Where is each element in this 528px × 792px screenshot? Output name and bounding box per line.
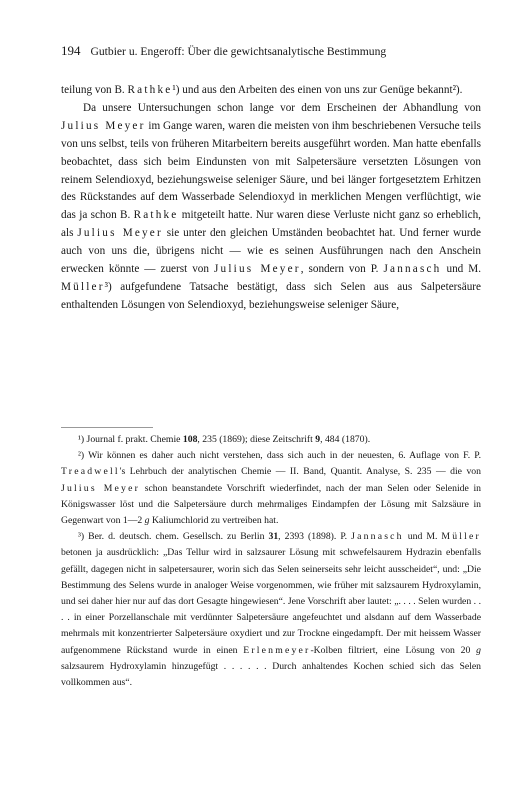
text-run: , 235 (1869); diese Zeitschrift	[197, 434, 316, 445]
body-text	[61, 82, 481, 315]
text-run: mitgeteilt hatte. Nur waren diese Verluste nicht ganz so erheblich, als	[61, 209, 481, 240]
text-run: Kaliumchlorid zu vertreiben hat.	[149, 515, 279, 527]
text-run: ¹) Journal f. prakt. Chemie	[78, 434, 183, 445]
text-run: ³) aufgefundene Tatsache bestätigt, dass sich Selen aus aus Salpetersäure enthaltenden Lösungen von Selendioxyd, beziehungsweise seleniger Säure,	[61, 280, 481, 311]
spaced-name: Rathke	[133, 209, 179, 222]
spaced-name: Erlenmeyer	[243, 644, 311, 656]
paragraph-continued	[61, 82, 481, 100]
text-run: im Gange waren, waren die meisten von ihm beschriebenen Versuche teils von uns selbst, teils von früheren Mitarbeitern bereits ausgeführt worden. Man hatte ebenfalls beobachtet, dass sich beim Eindunsten von mit Salpetersäure versetzten Lösungen von reinem Selendioxyd, beziehungsweise seleniger Säure, und bei länger fortgesetztem Erhitzen des Rückstandes auf dem Wasserbade Selendioxyd in merklichen Mengen verflüchtigt, wie das ja schon B.	[61, 119, 481, 222]
spaced-name: Treadwell	[61, 466, 120, 478]
running-title: Gutbier u. Engeroff: Über die gewichtsanalytische Bestimmung	[90, 45, 387, 58]
spaced-name: Julius Meyer	[213, 263, 301, 276]
spaced-name: Julius Meyer	[77, 227, 163, 240]
spaced-name: Jannasch	[351, 531, 404, 543]
footnote-2	[61, 448, 481, 529]
text-run: ¹) und aus den Arbeiten des einen von uns zur Genüge bekannt²).	[172, 84, 463, 96]
text-run: 's Lehrbuch der analytischen Chemie — II. Band, Quantit. Analyse, S. 235 — die von	[119, 466, 481, 478]
text-run: , sondern von P.	[300, 263, 384, 276]
text-run: und M.	[441, 263, 482, 276]
spaced-name: Julius Meyer	[61, 119, 146, 132]
text-run: , 484 (1870).	[320, 434, 371, 445]
text-run: und M.	[403, 531, 442, 543]
footnote-1	[61, 432, 481, 448]
text-run: , 2393 (1898). P.	[278, 531, 352, 543]
spaced-name: Rathke	[127, 84, 173, 96]
page-number: 194	[61, 43, 81, 58]
footnote-3	[61, 529, 481, 691]
paragraph	[61, 100, 481, 315]
footnotes	[61, 432, 481, 691]
text-run: Da unsere Untersuchungen schon lange vor dem Erscheinen der Abhandlung von	[83, 101, 481, 114]
spaced-name: Julius Meyer	[61, 482, 140, 494]
text-run: sie unter den gleichen Umständen beobachtet hat. Und ferner wurde auch von uns die, übrigens nicht — wie es seinen Ausführungen nach den Anschein erwecken könnte — zuerst von	[61, 227, 481, 276]
text-run: salzsaurem Hydroxylamin hinzugefügt . . . . . . Durch anhaltendes Kochen schied sich das Selen vollkommen aus“.	[61, 660, 481, 689]
text-run: -Kolben filtriert, eine Lösung von 20	[310, 644, 477, 656]
running-header	[61, 44, 479, 59]
footnote-divider	[61, 427, 153, 428]
spaced-name: Müller	[61, 280, 105, 293]
volume-number: 108	[182, 434, 198, 445]
text-run: betonen ja ausdrücklich: „Das Tellur wird in salzsaurer Lösung mit schwefelsaurem Hydrazin ebenfalls gefällt, dagegen nicht in salpetersaurer, worin sich das Selen seinerseits sehr leicht ausscheidet“, und: „Die Bestimmung des Selens wurde in analoger Weise vorgenommen, wie früher mit salzsaurem Hydroxylamin, und sei daher hier nur auf das dort Gesagte hingewiesen“. Jene Vorschrift aber lautet: „. . . . Selen wurden . . . . in einer Porzellanschale mit verdünnter Salpetersäure angefeuchtet und alsdann auf dem Wasserbade mehrmals mit konzentrierter Salpetersäure oxydiert und zur Trockne eingedampft. Der mit heissem Wasser aufgenommene Rückstand wurde in einen	[61, 547, 481, 656]
text-run: ²) Wir können es daher auch nicht verstehen, dass sich auch in der neuesten, 6. Auflage von F. P.	[78, 450, 481, 462]
text-run: schon beanstandete Vorschrift wiederfindet, nach der man Selen oder Selenide in Königswasser löst und die Salpetersäure durch mehrmaliges Eindampfen der Lösung mit Salzsäure in Gegenwart von 1—2	[61, 482, 482, 527]
spaced-name: Jannasch	[383, 263, 442, 276]
unit-italic: g	[144, 515, 150, 527]
spaced-name: Müller	[441, 531, 481, 543]
volume-number: 31	[268, 531, 279, 543]
text-run: teilung von B.	[61, 84, 128, 96]
volume-number: 9	[315, 434, 321, 445]
text-run: ³) Ber. d. deutsch. chem. Gesellsch. zu Berlin	[78, 531, 269, 543]
unit-italic: g	[476, 644, 481, 656]
